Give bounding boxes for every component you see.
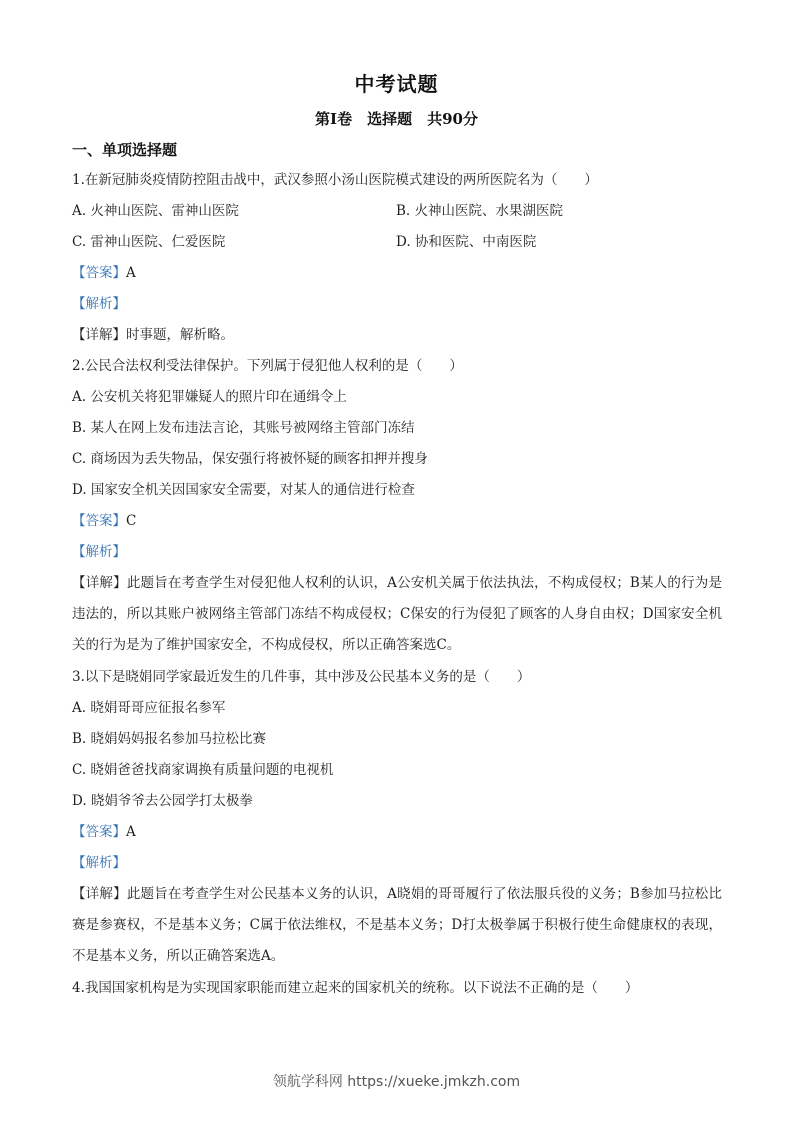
- question-stem: 4.我国国家机构是为实现国家职能而建立起来的国家机关的统称。以下说法不正确的是（ ）: [72, 980, 639, 996]
- footer-watermark: 领航学科网 https://xueke.jmkzh.com: [272, 1074, 521, 1090]
- option-a: A. 晓娟哥哥应征报名参军: [72, 700, 226, 716]
- question-stem: 3.以下是晓娟同学家最近发生的几件事，其中涉及公民基本义务的是（ ）: [72, 669, 531, 685]
- option-d: D. 晓娟爷爷去公园学打太极拳: [72, 793, 253, 809]
- option-c: C. 商场因为丢失物品，保安强行将被怀疑的顾客扣押并搜身: [72, 451, 428, 467]
- page-subtitle: 第Ⅰ卷 选择题 共90分: [315, 110, 478, 128]
- option-a: A. 火神山医院、雷神山医院: [72, 203, 239, 219]
- question-stem: 2.公民合法权利受法律保护。下列属于侵犯他人权利的是（ ）: [72, 358, 463, 374]
- option-b: B. 晓娟妈妈报名参加马拉松比赛: [72, 731, 267, 747]
- detail-paragraph: [72, 879, 722, 972]
- detail-tag: 【详解】: [72, 327, 126, 343]
- detail-paragraph: [72, 568, 722, 661]
- question-3: [72, 667, 722, 972]
- detail-text: 此题旨在考查学生对公民基本义务的认识，A晓娟的哥哥履行了依法服兵役的义务；B参加马拉松比赛是参赛权，不是基本义务；C属于依法维权，不是基本义务；D打太极拳属于积极行使生命健康权的表现，不是基本义务，所以正确答案选A。: [72, 886, 722, 964]
- question-1: [72, 170, 722, 356]
- option-row: [72, 232, 722, 263]
- answer-tag: 【答案】: [72, 513, 126, 529]
- option-d: D. 协和医院、中南医院: [396, 234, 537, 250]
- answer-tag: 【答案】: [72, 824, 126, 840]
- analysis-tag: 【解析】: [72, 296, 126, 312]
- answer-value: A: [126, 824, 136, 840]
- answer-value: C: [126, 513, 137, 529]
- answer-tag: 【答案】: [72, 265, 126, 281]
- detail-text: 此题旨在考查学生对侵犯他人权利的认识，A公安机关属于依法执法，不构成侵权；B某人的行为是违法的，所以其账户被网络主管部门冻结不构成侵权；C保安的行为侵犯了顾客的人身自由权；D国家安全机关的行为是为了维护国家安全，不构成侵权，所以正确答案选C。: [72, 575, 722, 653]
- analysis-tag: 【解析】: [72, 855, 126, 871]
- option-b: B. 某人在网上发布违法言论，其账号被网络主管部门冻结: [72, 420, 415, 436]
- option-c: C. 雷神山医院、仁爱医院: [72, 234, 226, 250]
- option-d: D. 国家安全机关因国家安全需要，对某人的通信进行检查: [72, 482, 415, 498]
- detail-line: [72, 325, 722, 356]
- answer-line: [72, 822, 722, 853]
- answer-line: [72, 511, 722, 542]
- detail-text: 时事题，解析略。: [126, 327, 234, 343]
- question-2: [72, 356, 722, 661]
- question-4: [72, 978, 722, 1009]
- answer-value: A: [126, 265, 136, 281]
- option-a: A. 公安机关将犯罪嫌疑人的照片印在通缉令上: [72, 389, 347, 405]
- detail-tag: 【详解】: [72, 886, 127, 902]
- question-list: [72, 170, 722, 1009]
- section-heading: 一、单项选择题: [72, 141, 178, 159]
- detail-tag: 【详解】: [72, 575, 127, 591]
- option-c: C. 晓娟爸爸找商家调换有质量问题的电视机: [72, 762, 334, 778]
- option-row: [72, 201, 722, 232]
- page-title: 中考试题: [354, 72, 439, 96]
- analysis-tag: 【解析】: [72, 544, 126, 560]
- answer-line: [72, 263, 722, 294]
- option-b: B. 火神山医院、水果湖医院: [396, 203, 564, 219]
- question-stem: 1.在新冠肺炎疫情防控阻击战中，武汉参照小汤山医院模式建设的两所医院名为（ ）: [72, 172, 598, 188]
- analysis-line: [72, 294, 722, 325]
